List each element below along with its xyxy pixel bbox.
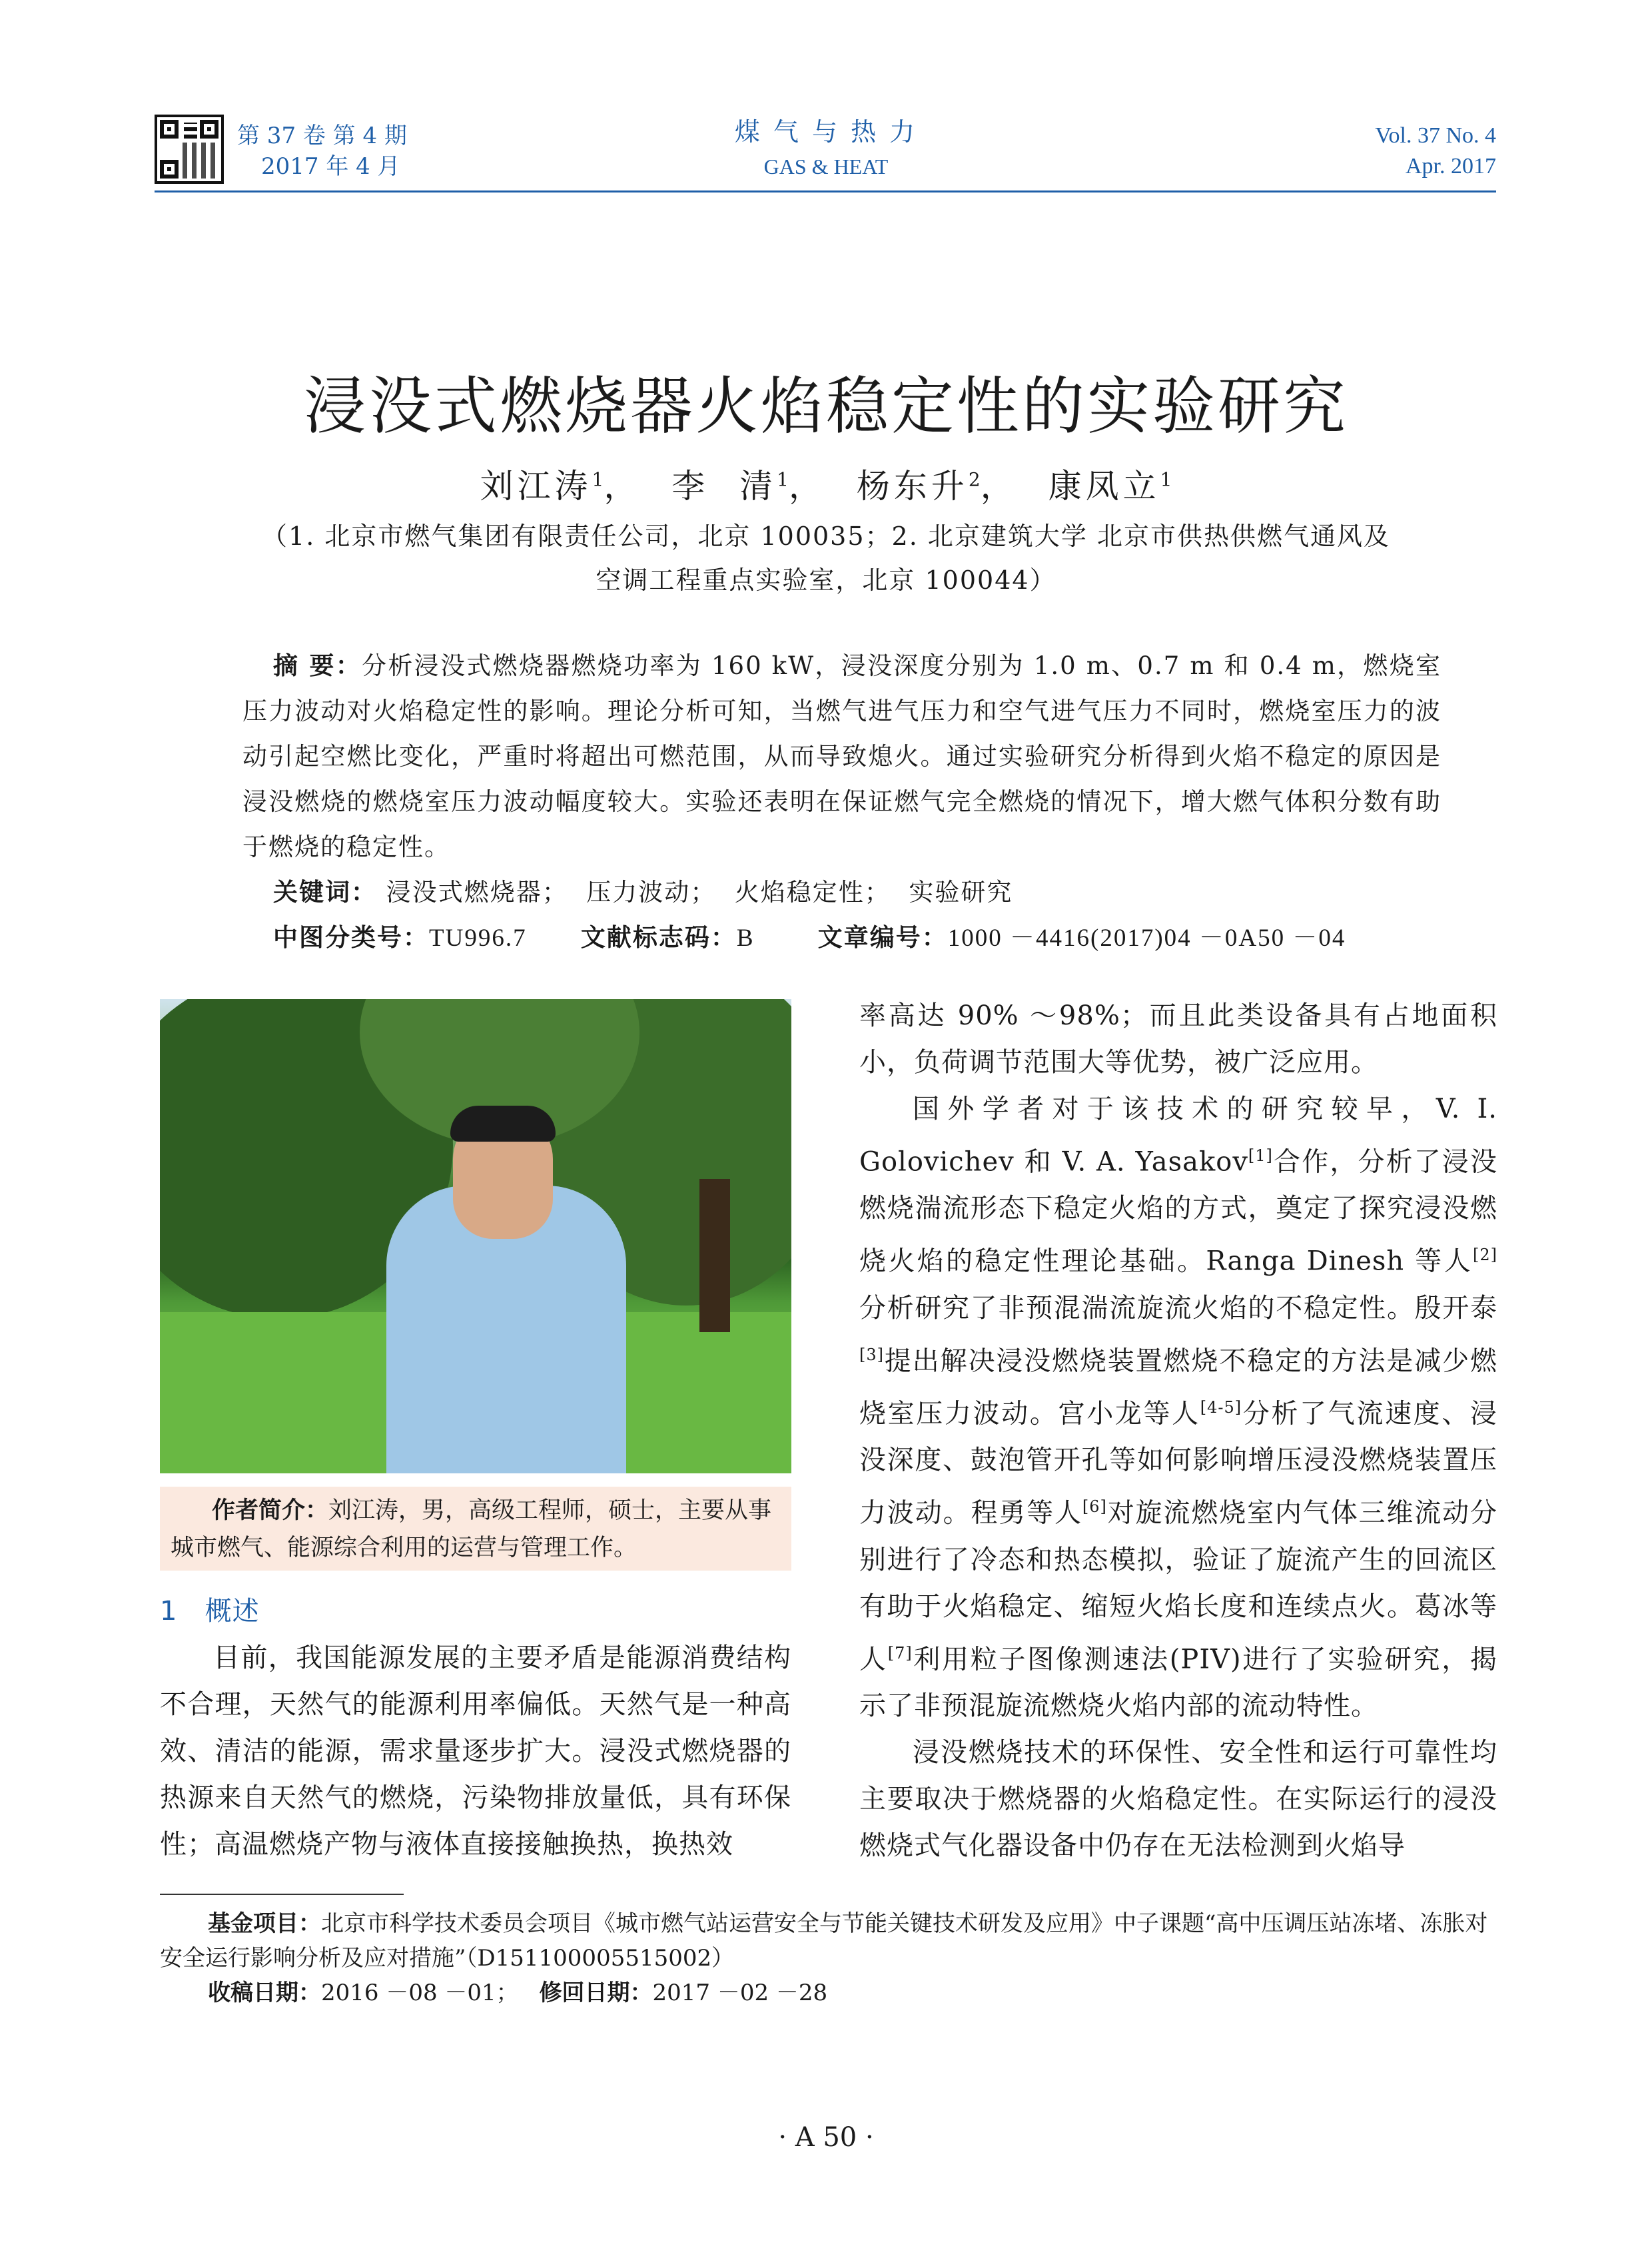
paper-title: 浸没式燃烧器火焰稳定性的实验研究 <box>303 370 1348 443</box>
affiliation-line: （1. 北京市燃气集团有限责任公司，北京 100035；2. 北京建筑大学 北京市供热供燃气通风及 <box>262 522 1390 551</box>
keywords: 浸没式燃烧器； 压力波动； 火焰稳定性； 实验研究 <box>386 878 1013 907</box>
author-affil-mark: 1 <box>777 468 789 491</box>
article-no: 1000 －4416(2017)04 －0A50 －04 <box>947 925 1346 952</box>
funding-text: 北京市科学技术委员会项目《城市燃气站运营安全与节能关键技术研发及应用》中子课题“高中压调压站冻堵、冻胀对安全运行影响分析及应对措施”（D151100005515002） <box>160 1910 1488 1972</box>
citation-ref: [6] <box>1082 1497 1107 1517</box>
abstract <box>242 643 1442 870</box>
classification-row <box>242 915 1442 961</box>
doc-code: B <box>736 925 755 952</box>
author-photo <box>160 999 791 1473</box>
journal-volume-en: Vol. 37 No. 4 <box>1375 123 1496 148</box>
citation-ref: [3] <box>859 1345 884 1364</box>
keywords-label: 关键词： <box>273 878 377 907</box>
citation-ref: [7] <box>887 1643 913 1663</box>
paragraph: 目前，我国能源发展的主要矛盾是能源消费结构不合理，天然气的能源利用率偏低。天然气是一种高效、清洁的能源，需求量逐步扩大。浸没式燃烧器的热源来自天然气的燃烧，污染物排放量低，具有环保性；高温燃烧产物与液体直接接触换热，换热效 <box>160 1643 791 1860</box>
author-name: 刘江涛 <box>480 467 592 506</box>
abstract-label: 摘 要： <box>273 651 362 680</box>
para-text: 对旋流燃烧室内气体三维流动分别进行了冷态和热态模拟，验证了旋流产生的回流区有助于火焰稳定、缩短火焰长度和连续点火。葛冰等人 <box>859 1497 1498 1675</box>
page-number: · A 50 · <box>778 2122 874 2153</box>
article-no-label: 文章编号： <box>817 923 948 952</box>
footnote-rule <box>160 1894 404 1895</box>
author-bio-text: 刘江涛，男，高级工程师，硕士，主要从事城市燃气、能源综合利用的运营与管理工作。 <box>171 1497 772 1561</box>
keywords-row <box>242 870 1442 915</box>
journal-name-cn: 煤 气 与 热 力 <box>734 117 918 147</box>
author-bio-label: 作者简介： <box>212 1497 329 1524</box>
para-text: 合作，分析了浸没燃烧湍流形态下稳定火焰的方式，奠定了探究浸没燃烧火焰的稳定性理论基础。Ranga Dinesh 等人 <box>859 1146 1497 1277</box>
citation-ref: [1] <box>1248 1146 1273 1165</box>
dates-note <box>160 1976 1499 2010</box>
abstract-text: 分析浸没式燃烧器燃烧功率为 160 kW，浸没深度分别为 1.0 m、0.7 m 和 0.4 m，燃烧室压力波动对火焰稳定性的影响。理论分析可知，当燃气进气压力和空气进气压力不同时，燃烧室压力的波动引起空燃比变化，严重时将超出可燃范围，从而导致熄火。通过实验研究分析得到火焰不稳定的原因是浸没燃烧的燃烧室压力波动幅度较大。实验还表明在保证燃气完全燃烧的情况下，增大燃气体积分数有助于燃烧的稳定性。 <box>242 651 1442 861</box>
affiliation-line: 空调工程重点实验室，北京 100044） <box>596 565 1056 595</box>
paragraph <box>859 1086 1497 1729</box>
author-name: 李 清 <box>671 467 777 506</box>
funding-note <box>160 1906 1499 1976</box>
header-rule <box>155 190 1496 192</box>
right-column <box>859 992 1497 1869</box>
paragraph: 浸没燃烧技术的环保性、安全性和运行可靠性均主要取决于燃烧器的火焰稳定性。在实际运行的浸没燃烧式气化器设备中仍存在无法检测到火焰导 <box>859 1736 1497 1861</box>
citation-ref: [2] <box>1473 1246 1497 1265</box>
funding-label: 基金项目： <box>208 1910 321 1937</box>
journal-volume: 第 37 卷 第 4 期 <box>237 123 407 149</box>
para-text: 分析了气流速度、浸没深度、鼓泡管开孔等如何影响增压浸没燃烧装置压力波动。程勇等人 <box>859 1398 1498 1529</box>
clc-label: 中图分类号： <box>273 923 429 952</box>
revised-label: 修回日期： <box>539 1980 653 2006</box>
author-name: 杨东升 <box>856 467 969 506</box>
para-text: 利用粒子图像测速法(PIV)进行了实验研究，揭示了非预混旋流燃烧火焰内部的流动特性。 <box>859 1643 1498 1721</box>
section-heading: 1 概述 <box>160 1596 260 1627</box>
paragraph: 率高达 90% ～98%；而且此类设备具有占地面积小，负荷调节范围大等优势，被广泛应用。 <box>859 1000 1497 1078</box>
journal-date: 2017 年 4 月 <box>261 153 400 180</box>
para-text: 提出解决浸没燃烧装置燃烧不稳定的方法是减少燃烧室压力波动。宫小龙等人 <box>859 1345 1497 1429</box>
author-affil-mark: 1 <box>592 468 604 491</box>
clc-code: TU996.7 <box>429 925 527 952</box>
author-affil-mark: 2 <box>968 468 981 491</box>
journal-name-en: GAS & HEAT <box>763 155 889 179</box>
left-column <box>160 1588 791 1868</box>
affiliations <box>0 514 1652 602</box>
citation-ref: [4-5] <box>1200 1397 1242 1417</box>
received-label: 收稿日期： <box>208 1980 321 2006</box>
author-list: 刘江涛$^1$， 李 清$^1$， 杨东升$^2$， 康凤立$^1$ <box>480 467 1172 506</box>
journal-date-en: Apr. 2017 <box>1406 154 1496 179</box>
author-name: 康凤立 <box>1048 467 1160 506</box>
author-affil-mark: 1 <box>1160 468 1172 491</box>
doc-code-label: 文献标志码： <box>580 923 737 952</box>
para-text: 分析研究了非预混湍流旋流火焰的不稳定性。殷开泰 <box>859 1292 1497 1323</box>
para-text: 国外学者对于该技术的研究较早，V. I. Golovichev 和 V. A. Yasakov <box>859 1094 1497 1178</box>
author-bio-caption <box>160 1487 791 1571</box>
abstract-block <box>242 643 1442 961</box>
revised-date: 2017 －02 －28 <box>652 1980 828 2006</box>
received-date: 2016 －08 －01； <box>321 1980 519 2006</box>
footnote <box>160 1906 1499 2010</box>
